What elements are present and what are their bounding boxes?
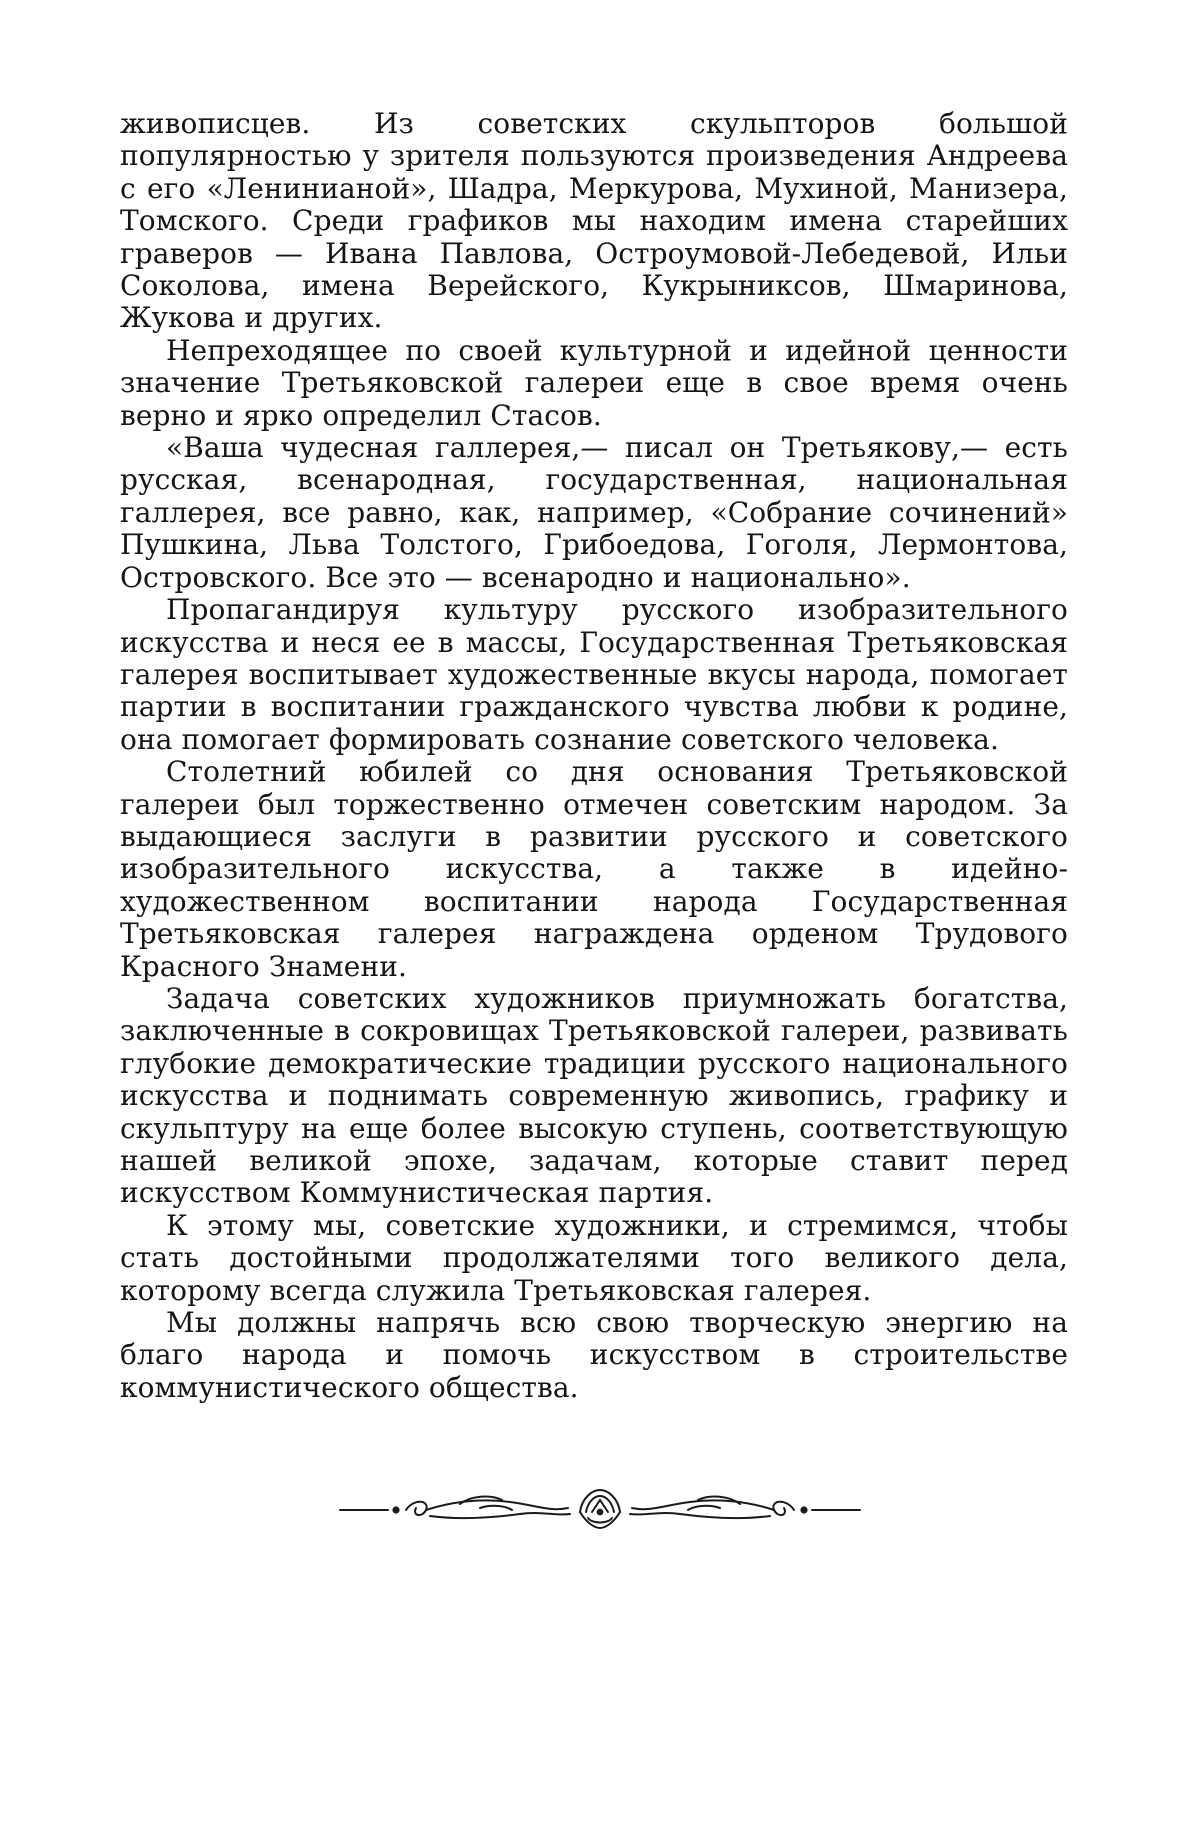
page-text [120, 108, 1068, 1404]
paragraph-sculptors-graphics: живописцев. Из советских скульпторов большой популярностью у зрителя пользуются произведения Андреева с его «Ленинианой», Шадра, Меркурова, Мухиной, Манизера, Томского. Среди графиков мы находим имена старейших граверов — Ивана Павлова, Остроумовой-Лебедевой, Ильи Соколова, имена Верейского, Кукрыниксов, Шмаринова, Жукова и других. [120, 108, 1068, 335]
paragraph-propaganda: Пропагандируя культуру русского изобразительного искусства и неся ее в массы, Государственная Третьяковская галерея воспитывает художественные вкусы народа, помогает партии в воспитании гражданского чувства любви к родине, она помогает формировать сознание советского человека. [120, 594, 1068, 756]
paragraph-energy: Мы должны напрячь всю свою творческую энергию на благо народа и помочь искусством в строительстве коммунистического общества. [120, 1307, 1068, 1404]
paragraph-stasov-intro: Непреходящее по своей культурной и идейной ценности значение Третьяковской галереи еще в свое время очень верно и ярко определил Стасов. [120, 335, 1068, 432]
paragraph-stasov-quote: «Ваша чудесная галлерея,— писал он Третьякову,— есть русская, всенародная, государственная, национальная галлерея, все равно, как, например, «Собрание сочинений» Пушкина, Льва Толстого, Грибоедова, Гоголя, Лермонтова, Островского. Все это — всенародно и национально». [120, 432, 1068, 594]
paragraph-jubilee: Столетний юбилей со дня основания Третьяковской галереи был торжественно отмечен советским народом. За выдающиеся заслуги в развитии русского и советского изобразительного искусства, а также в идейно-художественном воспитании народа Государственная Третьяковская галерея награждена орденом Трудового Красного Знамени. [120, 756, 1068, 983]
paragraph-task: Задача советских художников приумножать богатства, заключенные в сокровищах Третьяковской галереи, развивать глубокие демократические традиции русского национального искусства и поднимать современную живопись, графику и скульптуру на еще более высокую ступень, соответствующую нашей великой эпохе, задачам, которые ставит перед искусством Коммунистическая партия. [120, 983, 1068, 1210]
decorative-flourish-icon [330, 1478, 870, 1538]
paragraph-successors: К этому мы, советские художники, и стремимся, чтобы стать достойными продолжателями того великого дела, которому всегда служила Третьяковская галерея. [120, 1210, 1068, 1307]
